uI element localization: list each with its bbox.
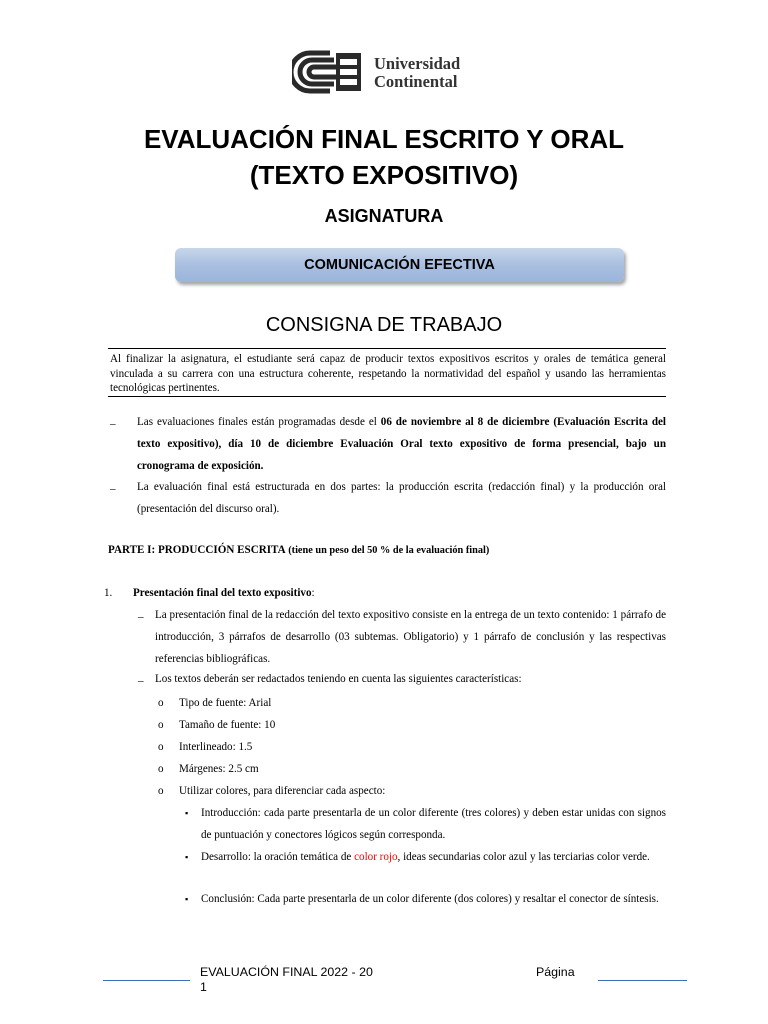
feature-margins: Márgenes: 2.5 cm — [179, 763, 259, 775]
part1-title: PARTE I: PRODUCCIÓN ESCRITA — [108, 544, 286, 556]
feature-bullet: o — [158, 785, 164, 797]
sub1-dash: – — [138, 611, 144, 623]
feature-font-size: Tamaño de fuente: 10 — [179, 719, 276, 731]
footer-left-line — [103, 980, 190, 981]
bullet1-dash: – — [110, 418, 116, 430]
footer-label: EVALUACIÓN FINAL 2022 - 20 — [200, 965, 373, 979]
color-item-bullet: ▪ — [185, 808, 189, 818]
sub2-dash: – — [138, 675, 144, 687]
intro-top-rule — [108, 348, 666, 349]
bullet1-bold: 06 de noviembre al 8 de diciembre (Evaluación Escrita del texto expositivo), día 10 de diciembre Evaluación Oral texto expositivo de forma presencial, bajo un cronograma de exposición. — [137, 416, 666, 472]
sub1-text: La presentación final de la redacción del texto expositivo consiste en la entrega de un texto contenido: 1 párrafo de introducción, 3 párrafos de desarrollo (03 subtemas. Obligatorio) y 1 párrafo de conclusión y las respectivas referencias bibliográficas. — [155, 609, 666, 665]
feature-bullet: o — [158, 719, 164, 731]
color-item-bullet: ▪ — [185, 852, 189, 862]
consigna-heading: CONSIGNA DE TRABAJO — [265, 314, 503, 336]
footer-label-cont: 1 — [200, 980, 207, 994]
color-item-introduction: Introducción: cada parte presentarla de un color diferente (tres colores) y deben estar unidas con signos de puntuación y conectores lógicos según corresponda. — [201, 807, 666, 841]
intro-bottom-rule — [108, 396, 666, 397]
dev-red-text: color rojo — [354, 851, 398, 863]
feature-bullet: o — [158, 763, 164, 775]
course-name: COMUNICACIÓN EFECTIVA — [304, 257, 495, 273]
document-title-line2: (TEXTO EXPOSITIVO) — [249, 160, 519, 190]
footer-page-label: Página — [536, 965, 575, 979]
intro-paragraph: Al finalizar la asignatura, el estudiante será capaz de producir textos expositivos escritos y orales de temática general vinculada a su carrera con una estructura coherente, respetando la normatividad del español y usando las herramientas tecnológicas pertinentes. — [110, 353, 666, 394]
color-item-bullet: ▪ — [185, 894, 189, 904]
document-title-line1: EVALUACIÓN FINAL ESCRITO Y ORAL — [143, 124, 625, 154]
item1-heading — [133, 587, 315, 599]
color-item-conclusion: Conclusión: Cada parte presentarla de un color diferente (dos colores) y resaltar el conector de síntesis. — [201, 893, 659, 905]
sub2-text: Los textos deberán ser redactados teniendo en cuenta las siguientes características: — [155, 673, 522, 685]
bullet2-dash: – — [110, 483, 116, 495]
course-name-banner — [175, 248, 624, 282]
feature-colors: Utilizar colores, para diferenciar cada aspecto: — [179, 785, 386, 797]
item1-title: Presentación final del texto expositivo — [133, 587, 312, 599]
bullet1-text-a: Las evaluaciones finales están programadas desde el — [137, 416, 381, 428]
part1-heading — [108, 544, 489, 556]
item1-number: 1. — [104, 587, 113, 599]
feature-font-type: Tipo de fuente: Arial — [179, 697, 272, 709]
footer-right-line — [598, 980, 687, 981]
bullet1-text — [137, 412, 666, 477]
feature-line-spacing: Interlineado: 1.5 — [179, 741, 253, 753]
logo-name-line2: Continental — [374, 72, 458, 91]
dev-text-b: , ideas secundarias color azul y las terciarias color verde. — [397, 851, 650, 863]
feature-bullet: o — [158, 697, 164, 709]
logo-name — [374, 55, 460, 91]
subject-label: ASIGNATURA — [324, 206, 444, 226]
bullet2-text: La evaluación final está estructurada en dos partes: la producción escrita (redacción final) y la producción oral (presentación del discurso oral). — [137, 481, 666, 515]
color-item-development — [201, 847, 666, 869]
dev-text-a: Desarrollo: la oración temática de — [201, 851, 355, 863]
feature-bullet: o — [158, 741, 164, 753]
item1-colon: : — [311, 587, 315, 599]
part1-weight: (tiene un peso del 50 % de la evaluación final) — [285, 545, 490, 556]
logo-name-line1: Universidad — [374, 54, 461, 73]
